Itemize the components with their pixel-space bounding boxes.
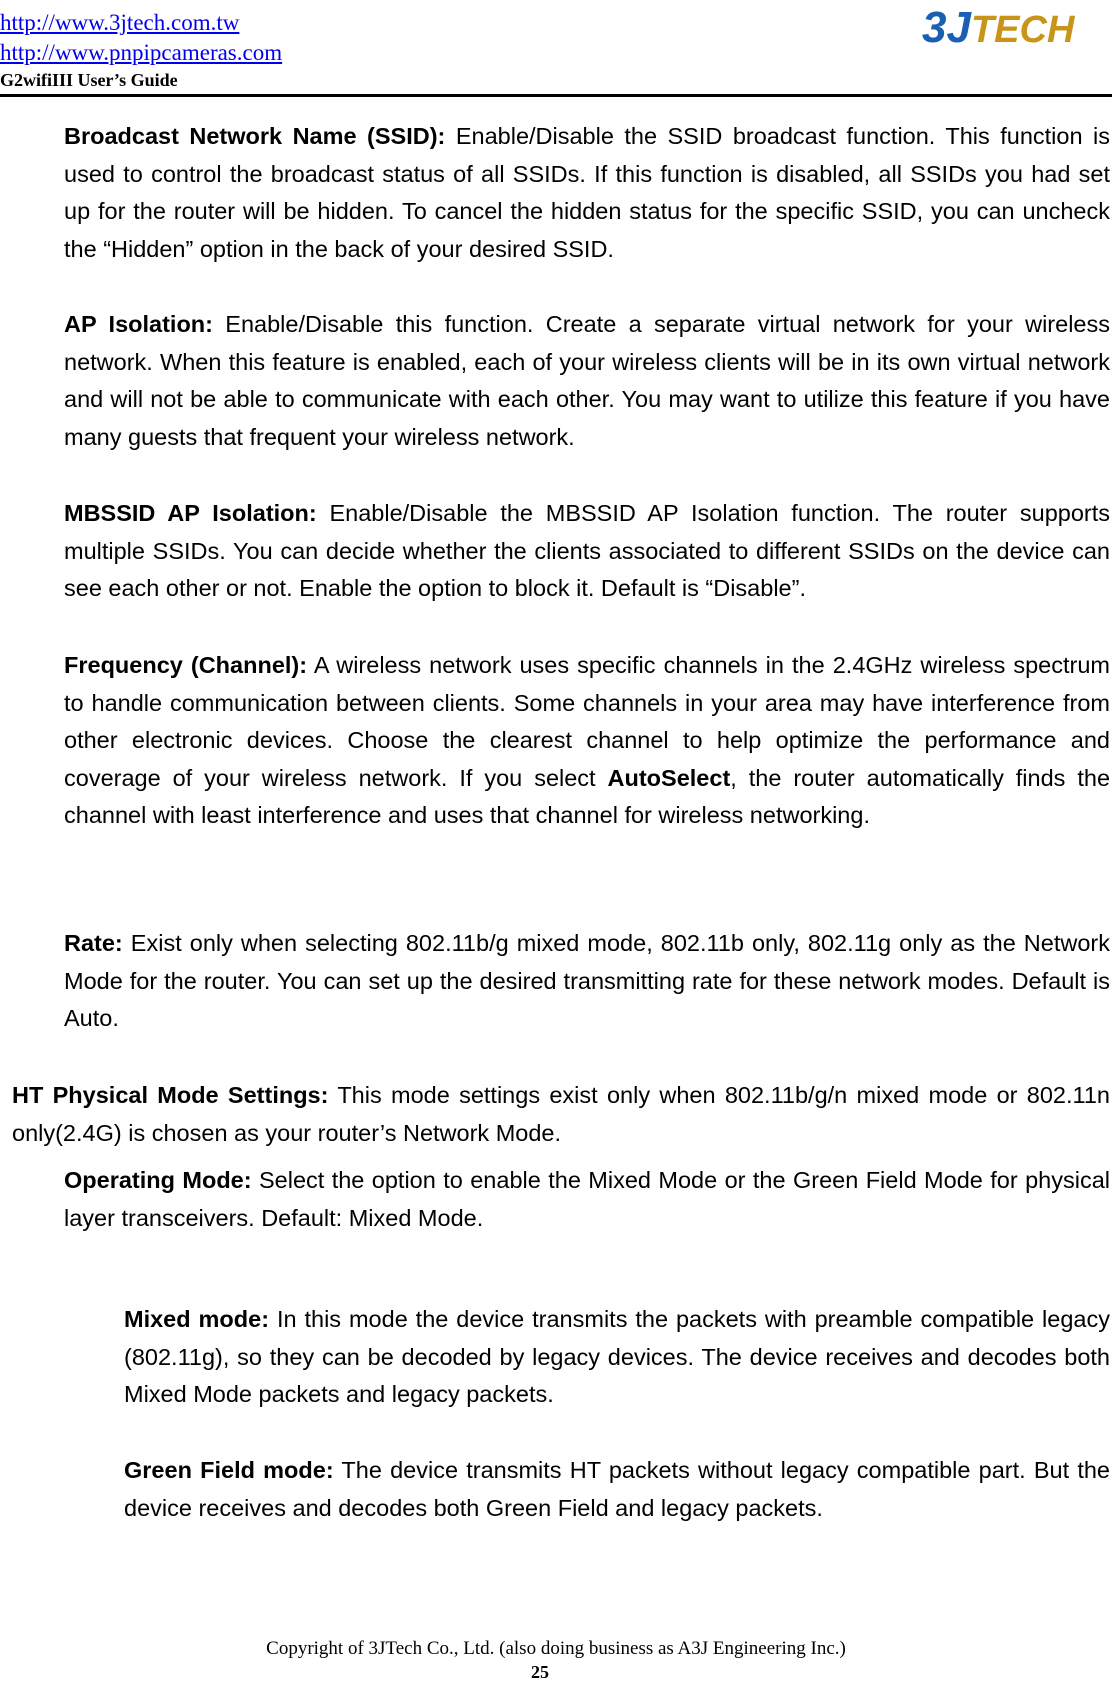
label-rate: Rate: (64, 930, 123, 956)
text-frequency-a: A wireless network uses specific channels in the 2.4GHz wireless spectrum to handle communication between clients. Some channels in your area may have interference from other electronic devices. Choose the clearest channel to help optimize the performance and coverage of your wireless network. If you select (64, 652, 1110, 791)
guide-title: G2wifiIII User’s Guide (0, 70, 178, 90)
website-link-3jtech[interactable]: http://www.3jtech.com.tw (0, 10, 240, 35)
paragraph-operating-mode (64, 1162, 1110, 1237)
text-frequency-b: , the router automatically finds the channel with least interference and uses that channel for wireless networking. (64, 764, 1111, 828)
text-ssid: Enable/Disable the SSID broadcast function. This function is used to control the broadcast status of all SSIDs. If this function is disabled, all SSIDs you had set up for the router will be hidden. To cancel the hidden status for the specific SSID, you can uncheck the “Hidden” option in the back of your desired SSID. (64, 123, 1110, 262)
label-green-field: Green Field mode: (124, 1457, 334, 1483)
text-ht-physical: This mode settings exist only when 802.11b/g/n mixed mode or 802.11n only(2.4G) is chosen as your router’s Network Mode. (12, 1082, 1110, 1146)
text-rate: Exist only when selecting 802.11b/g mixed mode, 802.11b only, 802.11g only as the Network Mode for the router. You can set up the desired transmitting rate for these network modes. Default is Auto. (64, 930, 1110, 1031)
label-ht-physical: HT Physical Mode Settings: (12, 1082, 329, 1108)
paragraph-ap-isolation (64, 306, 1110, 456)
label-mixed-mode: Mixed mode: (124, 1306, 270, 1332)
svg-text:3JTECH: 3JTECH (922, 3, 1075, 52)
label-frequency: Frequency (Channel): (64, 652, 308, 678)
paragraph-frequency (64, 647, 1110, 835)
3jtech-logo (920, 0, 1075, 56)
website-link-pnpipcameras[interactable]: http://www.pnpipcameras.com (0, 40, 283, 65)
page-number: 25 (531, 1662, 549, 1682)
paragraph-mbssid (64, 495, 1110, 608)
header-divider (0, 94, 1112, 97)
text-green-field: The device transmits HT packets without legacy compatible part. But the device receives and decodes both Green Field and legacy packets. (124, 1457, 1110, 1521)
label-ssid: Broadcast Network Name (SSID): (64, 123, 446, 149)
paragraph-mixed-mode (124, 1301, 1110, 1414)
footer-copyright: Copyright of 3JTech Co., Ltd. (also doing business as A3J Engineering Inc.) (266, 1638, 846, 1659)
paragraph-rate (64, 925, 1110, 1038)
autoselect-term: AutoSelect (607, 764, 731, 791)
text-operating-mode: Select the option to enable the Mixed Mode or the Green Field Mode for physical layer transceivers. Default: Mixed Mode. (64, 1167, 1110, 1231)
text-mixed-mode: In this mode the device transmits the packets with preamble compatible legacy (802.11g), so they can be decoded by legacy devices. The device receives and decodes both Mixed Mode packets and legacy packets. (124, 1306, 1110, 1407)
label-mbssid: MBSSID AP Isolation: (64, 500, 317, 526)
paragraph-ht-physical (12, 1077, 1110, 1152)
label-ap-isolation: AP Isolation: (64, 311, 213, 337)
page-header (0, 0, 1112, 98)
text-ap-isolation: Enable/Disable this function. Create a separate virtual network for your wireless network. When this feature is enabled, each of your wireless clients will be in its own virtual network and will not be able to communicate with each other. You may want to utilize this feature if you have many guests that frequent your wireless network. (64, 311, 1110, 450)
label-operating-mode: Operating Mode: (64, 1167, 252, 1193)
paragraph-ssid (64, 118, 1110, 268)
text-mbssid: Enable/Disable the MBSSID AP Isolation function. The router supports multiple SSIDs. You can decide whether the clients associated to different SSIDs on the device can see each other or not. Enable the option to block it. Default is “Disable”. (64, 500, 1111, 601)
paragraph-green-field (124, 1452, 1110, 1527)
